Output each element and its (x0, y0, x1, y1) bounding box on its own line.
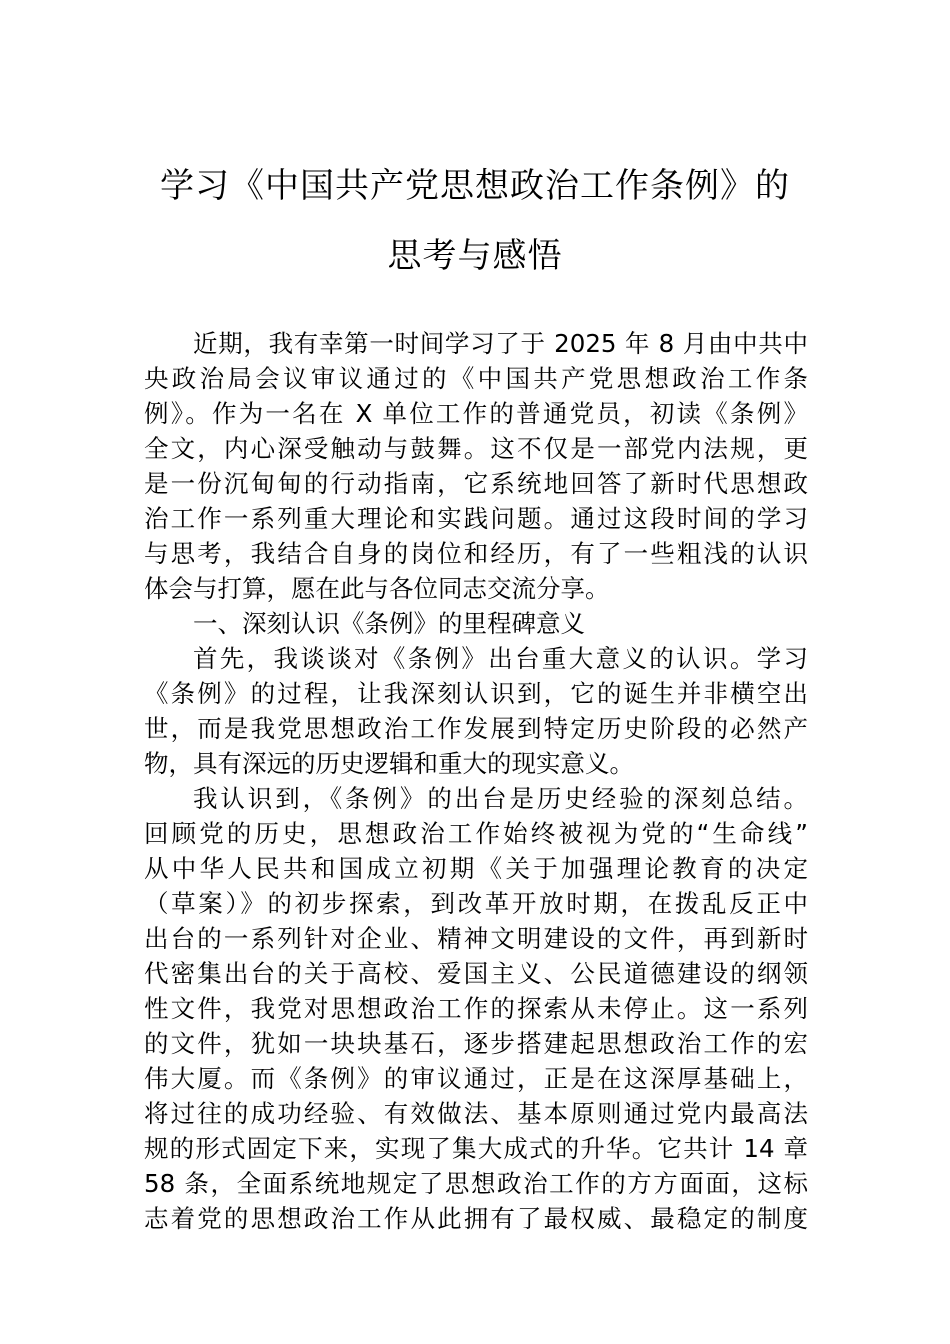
paragraph-3-line: 58 条，全面系统地规定了思想政治工作的方方面面，这标 (144, 1169, 808, 1198)
document-body (144, 326, 808, 1236)
paragraph-3-line: 将过往的成功经验、有效做法、基本原则通过党内最高法 (144, 1099, 808, 1128)
paragraph-1-line: 与思考，我结合自身的岗位和经历，有了一些粗浅的认识 (144, 539, 808, 568)
paragraph-1-line: 治工作一系列重大理论和实践问题。通过这段时间的学习 (144, 504, 808, 533)
paragraph-1-line: 是一份沉甸甸的行动指南，它系统地回答了新时代思想政 (144, 469, 808, 498)
paragraph-3-line: 志着党的思想政治工作从此拥有了最权威、最稳定的制度 (144, 1204, 808, 1233)
paragraph-1-line: 体会与打算，愿在此与各位同志交流分享。 (144, 574, 610, 603)
paragraph-3-line: 规的形式固定下来，实现了集大成式的升华。它共计 14 章 (144, 1134, 808, 1163)
paragraph-3-line: 代密集出台的关于高校、爱国主义、公民道德建设的纲领 (144, 959, 808, 988)
paragraph-2-line: 《条例》的过程，让我深刻认识到，它的诞生并非横空出 (144, 679, 808, 708)
paragraph-3-line: 的文件，犹如一块块基石，逐步搭建起思想政治工作的宏 (144, 1029, 808, 1058)
paragraph-3-line: 回顾党的历史，思想政治工作始终被视为党的“生命线” (144, 819, 808, 848)
paragraph-2-line: 首先，我谈谈对《条例》出台重大意义的认识。学习 (193, 644, 808, 673)
paragraph-3-line: 从中华人民共和国成立初期《关于加强理论教育的决定 (144, 854, 808, 883)
paragraph-3-line: 我认识到，《条例》的出台是历史经验的深刻总结。 (193, 784, 808, 813)
paragraph-1-line: 全文，内心深受触动与鼓舞。这不仅是一部党内法规，更 (144, 434, 808, 463)
paragraph-3-line: 出台的一系列针对企业、精神文明建设的文件，再到新时 (144, 924, 808, 953)
paragraph-3-line: 性文件，我党对思想政治工作的探索从未停止。这一系列 (144, 994, 808, 1023)
document-title-line-2: 思考与感悟 (387, 236, 563, 276)
document-title-line-1: 学习《中国共产党思想政治工作条例》的 (160, 166, 790, 206)
paragraph-3-line: （草案）》的初步探索，到改革开放时期，在拨乱反正中 (144, 889, 808, 918)
paragraph-1-line: 近期，我有幸第一时间学习了于 2025 年 8 月由中共中 (193, 329, 808, 358)
paragraph-3-line: 伟大厦。而《条例》的审议通过，正是在这深厚基础上， (144, 1064, 808, 1093)
paragraph-2-line: 世，而是我党思想政治工作发展到特定历史阶段的必然产 (144, 714, 808, 743)
paragraph-1-line: 央政治局会议审议通过的《中国共产党思想政治工作条 (144, 364, 808, 393)
paragraph-2-line: 物，具有深远的历史逻辑和重大的现实意义。 (144, 749, 634, 778)
section-heading: 一、深刻认识《条例》的里程碑意义 (193, 609, 585, 638)
paragraph-1-line: 例》。作为一名在 X 单位工作的普通党员，初读《条例》 (144, 399, 808, 428)
